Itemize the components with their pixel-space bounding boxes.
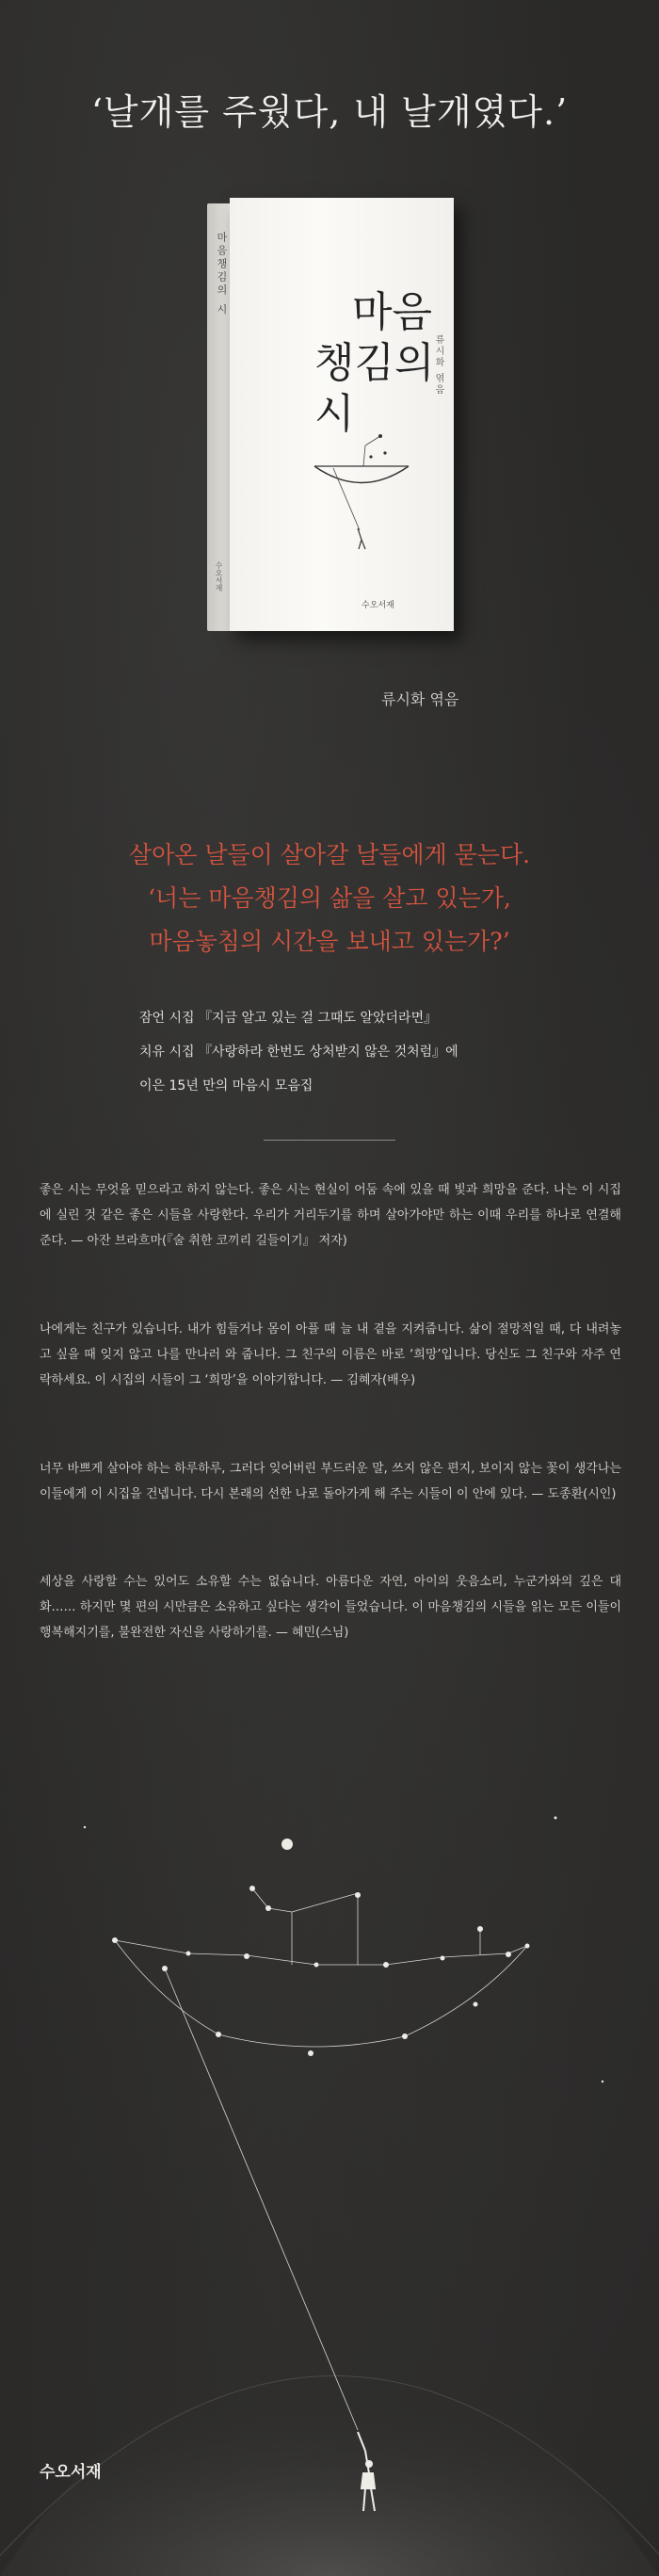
book-title-line: 챙김의: [314, 339, 435, 387]
review-credit: — 아잔 브라흐마(『술 취한 코끼리 길들이기』 저자): [71, 1234, 347, 1248]
editor-credit: 류시화 엮음: [381, 690, 459, 708]
series-line: 잠언 시집 『지금 알고 있는 걸 그때도 알았더라면』: [139, 1011, 438, 1026]
boat-illustration: [305, 429, 418, 551]
red-quote-line: ‘너는 마음챙김의 삶을 살고 있는가,: [148, 884, 511, 912]
headline: ‘날개를 주웠다, 내 날개였다.’: [90, 91, 569, 133]
book-front-cover: [230, 198, 454, 631]
red-quote-line: 살아온 날들이 살아갈 날들에게 묻는다.: [128, 841, 531, 868]
review-text: 좋은 시는 무엇을 믿으라고 하지 않는다. 좋은 시는 현실이 어둠 속에 있을 때 빛과 희망을 준다. 나는 이 시집에 실린 것 같은 좋은 시들을 사랑한다. 우리가 거리두기를 하며 살아가야만 하는 이때 우리를 하나로 연결해 준다.: [40, 1183, 621, 1248]
review-text: 너무 바쁘게 살아야 하는 하루하루, 그러다 잊어버린 부드러운 말, 쓰지 않은 편지, 보이지 않는 꽃이 생각나는 이들에게 이 시집을 건넵니다. 다시 본래의 선한 나로 돌아가게 해 주는 시들이 이 안에 있다.: [40, 1462, 621, 1501]
red-quote: [0, 834, 659, 964]
book-cover-image: [207, 198, 454, 631]
red-quote-line: 마음놓침의 시간을 보내고 있는가?’: [149, 928, 510, 955]
series-line: 이은 15년 만의 마음시 모음집: [139, 1078, 313, 1094]
cover-author: 류시화 엮음: [433, 334, 443, 397]
review-text: 나에게는 친구가 있습니다. 내가 힘들거나 몸이 아플 때 늘 내 곁을 지켜줍니다. 삶이 절망적일 때, 다 내려놓고 싶을 때 잊지 않고 나를 만나러 와 줍니다. 그 친구의 이름은 바로 ‘희망’입니다. 당신도 그 친구와 자주 연락하세요. 이 시집의 시들이 그 ‘희망’을 이야기합니다.: [40, 1322, 621, 1387]
spine-publisher: 수오서재: [215, 561, 223, 591]
book-title-line: 마음: [352, 288, 433, 336]
review-item: [40, 1456, 621, 1507]
review-credit: — 혜민(스님): [275, 1626, 349, 1640]
publisher-logo: 수오서재: [40, 2463, 102, 2482]
series-description: [139, 1001, 458, 1103]
constellation-boat-illustration: [0, 1686, 659, 2576]
divider: [264, 1140, 395, 1141]
book-spine: [207, 203, 232, 631]
cover-publisher: 수오서재: [362, 601, 394, 610]
review-credit: — 김혜자(배우): [330, 1373, 416, 1387]
series-line: 치유 시집 『사랑하라 한번도 상처받지 않은 것처럼』에: [139, 1045, 458, 1060]
book-title-line: 시: [314, 390, 355, 438]
review-text: 세상을 사랑할 수는 있어도 소유할 수는 없습니다. 아름다운 자연, 아이의 웃음소리, 누군가와의 깊은 대화…… 하지만 몇 편의 시만큼은 소유하고 싶다는 생각이 들었습니다. 이 마음챙김의 시들을 읽는 모든 이들이 행복해지기를, 불완전한 자신을 사랑하기를.: [40, 1575, 621, 1640]
spine-title: 마음챙김의 시: [216, 232, 228, 317]
review-credit: — 도종환(시인): [531, 1487, 617, 1501]
review-item: [40, 1177, 621, 1254]
review-item: [40, 1317, 621, 1393]
book-title: [314, 287, 435, 440]
review-item: [40, 1569, 621, 1645]
